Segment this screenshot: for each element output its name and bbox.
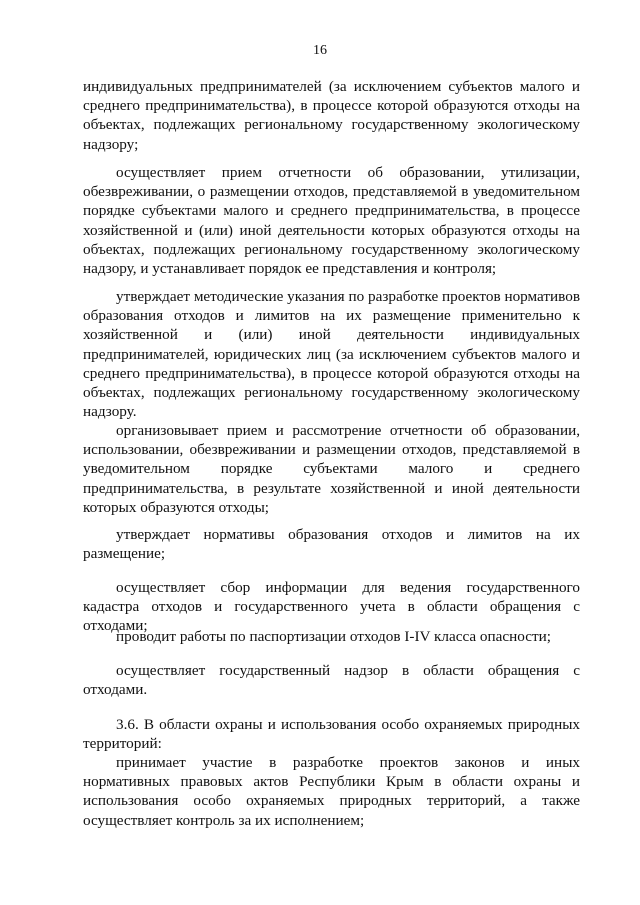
paragraph: индивидуальных предпринимателей (за исключением субъектов малого и среднего предпринимательства), в процессе которой образуются отходы на объектах, подлежащих региональному государственному экологическому надзору; xyxy=(83,78,580,153)
paragraph: утверждает нормативы образования отходов и лимитов на их размещение; xyxy=(83,526,580,563)
paragraph: принимает участие в разработке проектов законов и иных нормативных правовых актов Республики Крым в области охраны и использования особо охраняемых природных территорий, а также осуществляет контроль за их исполнением; xyxy=(83,754,580,829)
paragraph: проводит работы по паспортизации отходов I-IV класса опасности; xyxy=(116,628,551,645)
paragraph: утверждает методические указания по разработке проектов нормативов образования отходов и лимитов на их размещение применительно к хозяйственной и (или) иной деятельности индивидуальных предпринимателей, юридических лиц (за исключением субъектов малого и среднего предпринимательства), в процессе которой образуются отходы на объектах, подлежащих региональному государственному экологическому надзору. xyxy=(83,288,580,421)
paragraph: организовывает прием и рассмотрение отчетности об образовании, использовании, обезвреживании и размещении отходов, представляемой в уведомительном порядке субъектами малого и среднего предпринимательства, в результате хозяйственной и иной деятельности которых образуются отходы; xyxy=(83,422,580,516)
paragraph: осуществляет прием отчетности об образовании, утилизации, обезвреживании, о размещении отходов, представляемой в уведомительном порядке субъектами малого и среднего предпринимательства, в процессе хозяйственной и (или) иной деятельности которых образуются отходы на объектах, подлежащих региональному государственному экологическому надзору, и устанавливает порядок ее представления и контроля; xyxy=(83,164,580,278)
page-number: 16 xyxy=(313,43,327,58)
paragraph: осуществляет сбор информации для ведения государственного кадастра отходов и государственного учета в области обращения с отходами; xyxy=(83,579,580,635)
section-heading: 3.6. В области охраны и использования особо охраняемых природных территорий: xyxy=(83,716,580,753)
paragraph: осуществляет государственный надзор в области обращения с отходами. xyxy=(83,662,580,699)
